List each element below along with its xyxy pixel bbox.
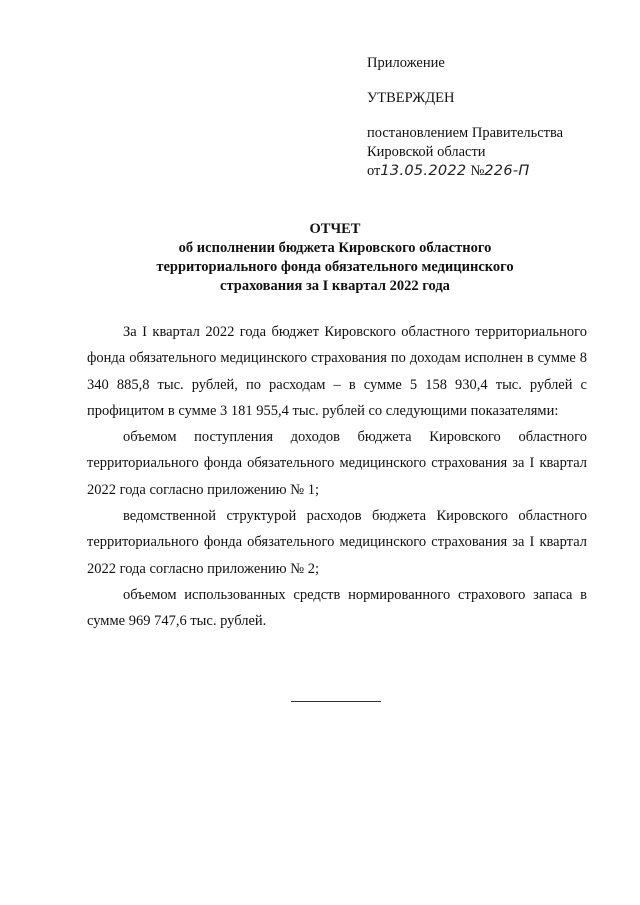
number-sign: № <box>470 163 485 179</box>
date-prefix: от <box>367 163 381 179</box>
decree-date-line <box>367 162 617 181</box>
title-line-4: страхования за I квартал 2022 года <box>220 278 450 294</box>
decree-number: 226-П <box>484 163 530 179</box>
end-divider <box>291 701 381 702</box>
appendix-label: Приложение <box>367 55 445 71</box>
paragraph-summary: За I квартал 2022 года бюджет Кировского областного территориального фонда обязательного медицинского страхования по доходам исполнен в сумме 8 340 885,8 тыс. рублей, по расходам – в сумме 5 158 930,4 тыс. рублей с профицитом в сумме 3 181 955,4 тыс. рублей со следующими показателями: <box>87 324 587 419</box>
title-line-3: территориального фонда обязательного медицинского <box>156 259 514 275</box>
approval-block <box>367 54 617 181</box>
approved-label: УТВЕРЖДЕН <box>367 90 455 106</box>
decree-date: 13.05.2022 <box>380 163 467 179</box>
paragraph-reserve: объемом использованных средств нормированного страхового запаса в сумме 969 747,6 тыс. рублей. <box>87 586 587 630</box>
paragraph-expenses: ведомственной структурой расходов бюджета Кировского областного территориального фонда обязательного медицинского страхования за I квартал 2022 года согласно приложению № 2; <box>87 508 587 577</box>
report-title <box>90 220 580 296</box>
decree-block <box>367 124 617 181</box>
title-line-1: ОТЧЕТ <box>309 221 361 237</box>
decree-line-1: постановлением Правительства <box>367 125 564 141</box>
report-body <box>87 319 587 635</box>
decree-line-2: Кировской области <box>367 144 486 160</box>
title-line-2: об исполнении бюджета Кировского областного <box>178 240 492 256</box>
paragraph-income: объемом поступления доходов бюджета Кировского областного территориального фонда обязательного медицинского страхования за I квартал 2022 года согласно приложению № 1; <box>87 429 587 498</box>
